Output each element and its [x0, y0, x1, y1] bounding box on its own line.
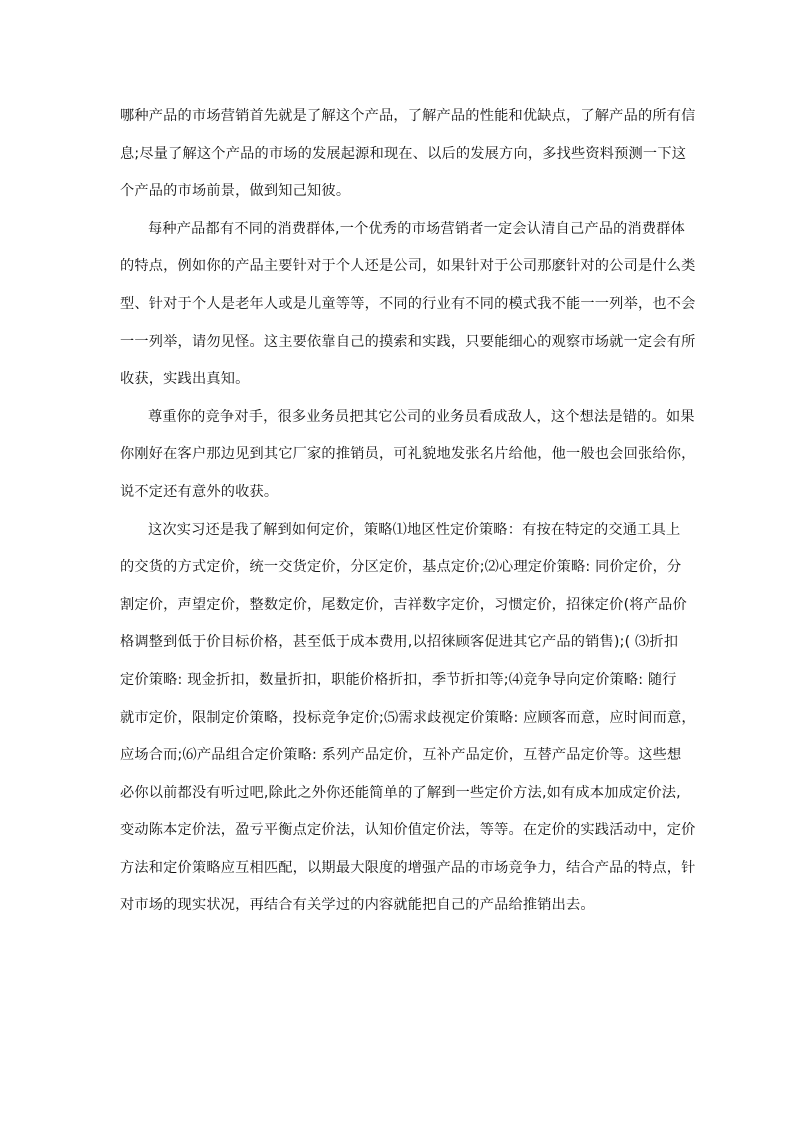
paragraph-2	[120, 211, 696, 399]
text-line: 定价策略: 现金折扣，数量折扣，职能价格折扣，季节折扣等;⑷竞争导向定价策略: 随行	[120, 671, 677, 688]
paragraph-3	[120, 399, 696, 512]
text-line: 对市场的现实状况，再结合有关学过的内容就能把自己的产品给推销出去。	[120, 897, 595, 914]
text-line: 尊重你的竞争对手，很多业务员把其它公司的业务员看成敌人，这个想法是错的。如果	[148, 408, 695, 425]
text-line: 格调整到低于价目标价格，甚至低于成本费用,以招徕顾客促进其它产品的销售);( ⑶折扣	[120, 634, 679, 651]
text-line: 息;尽量了解这个产品的市场的发展起源和现在、以后的发展方向，多找些资料预测一下这	[120, 145, 687, 162]
text-line: 一一列举，请勿见怪。这主要依靠自己的摸索和实践，只要能细心的观察市场就一定会有所	[120, 333, 696, 350]
text-line: 个产品的市场前景，做到知己知彼。	[120, 183, 351, 200]
text-line: 应场合而;⑹产品组合定价策略: 系列产品定价，互补产品定价，互替产品定价等。这些想	[120, 747, 682, 764]
text-line: 说不定还有意外的收获。	[120, 483, 279, 500]
text-line: 每种产品都有不同的消费群体,一个优秀的市场营销者一定会认清自己产品的消费群体	[148, 220, 686, 237]
text-line: 收获，实践出真知。	[120, 371, 250, 388]
text-line: 的交货的方式定价，统一交货定价，分区定价，基点定价;⑵心理定价策略: 同价定价，分	[120, 559, 682, 576]
text-line: 哪种产品的市场营销首先就是了解这个产品，了解产品的性能和优缺点，了解产品的所有信	[120, 108, 696, 124]
paragraph-1	[120, 98, 696, 211]
text-line: 割定价，声望定价，整数定价，尾数定价，吉祥数字定价，习惯定价，招徕定价(将产品价	[120, 596, 687, 613]
text-line: 的特点，例如你的产品主要针对于个人还是公司，如果针对于公司那麽针对的公司是什么类	[120, 258, 696, 275]
text-line: 你刚好在客户那边见到其它厂家的推销员，可礼貌地发张名片给他，他一般也会回张给你，	[120, 446, 696, 463]
text-line: 必你以前都没有听过吧,除此之外你还能简单的了解到一些定价方法,如有成本加成定价法,	[120, 784, 681, 801]
text-line: 这次实习还是我了解到如何定价，策略⑴地区性定价策略：有按在特定的交通工具上	[148, 521, 681, 538]
text-line: 就市定价，限制定价策略，投标竞争定价;⑸需求歧视定价策略: 应顾客而意，应时间而意，	[120, 709, 696, 726]
paragraph-4	[120, 512, 696, 926]
text-line: 变动陈本定价法，盈亏平衡点定价法，认知价值定价法，等等。在定价的实践活动中，定价	[120, 822, 696, 839]
text-line: 型、针对于个人是老年人或是儿童等等，不同的行业有不同的模式我不能一一列举，也不会	[120, 295, 696, 312]
document-page	[120, 98, 696, 925]
text-line: 方法和定价策略应互相匹配，以期最大限度的增强产品的市场竞争力，结合产品的特点，针	[120, 859, 696, 876]
